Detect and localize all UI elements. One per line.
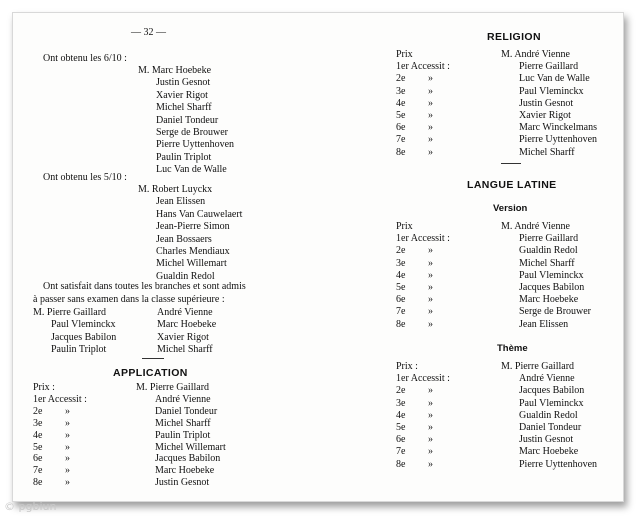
section-divider [501, 163, 521, 164]
list-item: Paulin Triplot [51, 343, 107, 355]
rank-label: Prix [396, 221, 413, 232]
list-item: Michel Sharff [156, 102, 212, 114]
list-item: Charles Mendiaux [156, 246, 230, 257]
list-item: Pierre Uyttenhoven [156, 139, 235, 151]
list-item: M. Robert Luyckx [138, 184, 213, 195]
awardee-name: Jacques Babilon [155, 453, 221, 465]
awardee-name: M. André Vienne [501, 221, 570, 232]
ditto-mark: » [428, 97, 433, 109]
awardee-name: Paul Vleminckx [519, 85, 584, 97]
list-item: Serge de Brouwer [156, 127, 229, 138]
awardee-name: Jacques Babilon [519, 385, 585, 397]
ditto-mark: » [428, 306, 433, 318]
rank-label: Prix [396, 49, 413, 60]
awardee-name: Marc Winckelmans [519, 122, 597, 134]
rank-label: 6e [396, 122, 406, 134]
list-item: André Vienne [157, 307, 213, 318]
list-item: Paul Vleminckx [51, 319, 116, 331]
list-item: Jean-Pierre Simon [156, 221, 230, 233]
ditto-mark: » [428, 397, 433, 409]
awardee-name: M. André Vienne [501, 49, 570, 60]
rank-label: 6e [33, 453, 43, 465]
rank-label: 7e [396, 134, 406, 146]
rank-label: 2e [396, 385, 406, 397]
ditto-mark: » [428, 146, 433, 158]
rank-label: 2e [396, 245, 406, 257]
list-item: Luc Van de Walle [156, 164, 227, 176]
ditto-mark: » [65, 453, 70, 465]
rank-label: 8e [396, 458, 406, 470]
list-item: Hans Van Cauwelaert [156, 208, 243, 220]
rank-label: 8e [396, 146, 406, 158]
list-item: Gualdin Redol [156, 270, 215, 282]
list-item: Justin Gesnot [156, 77, 211, 89]
rank-label: 1er Accessit : [33, 393, 87, 405]
awardee-name: Michel Sharff [519, 257, 575, 269]
page-number: — 32 — [131, 27, 166, 38]
rank-label: 3e [396, 397, 406, 409]
list-item: Daniel Tondeur [156, 114, 219, 126]
rank-label: 7e [33, 465, 43, 477]
latin-title: LANGUE LATINE [467, 179, 557, 191]
rank-label: 2e [396, 73, 406, 85]
ditto-mark: » [428, 134, 433, 146]
six-heading: Ont obtenu les 6/10 : [43, 53, 127, 64]
ditto-mark: » [65, 417, 70, 429]
section-divider [142, 358, 164, 359]
ditto-mark: » [428, 446, 433, 458]
book-spread [12, 12, 624, 502]
list-item: Michel Willemart [156, 258, 227, 270]
rank-label: 4e [33, 429, 43, 441]
awardee-name: André Vienne [155, 393, 211, 405]
watermark: © pgbiun [4, 500, 57, 513]
awardee-name: Jacques Babilon [519, 282, 585, 293]
religion-title: RELIGION [487, 31, 541, 43]
awardee-name: Pierre Uyttenhoven [519, 134, 598, 146]
ditto-mark: » [428, 245, 433, 257]
rank-label: 7e [396, 306, 406, 318]
ditto-mark: » [428, 294, 433, 306]
rank-label: 3e [396, 85, 406, 97]
ditto-mark: » [428, 73, 433, 85]
ditto-mark: » [428, 385, 433, 397]
ditto-mark: » [65, 441, 70, 453]
rank-label: 6e [396, 294, 406, 306]
awardee-name: Marc Hoebeke [155, 465, 215, 477]
rank-label: 5e [396, 282, 406, 293]
rank-label: 4e [396, 97, 406, 109]
five-heading: Ont obtenu les 5/10 : [43, 172, 127, 183]
ditto-mark: » [428, 282, 433, 293]
admission-paragraph-line2: à passer sans examen dans la classe supérieure : [33, 294, 225, 305]
ditto-mark: » [65, 405, 70, 417]
ditto-mark: » [428, 422, 433, 433]
rank-label: 2e [33, 405, 43, 417]
awardee-name: Michel Sharff [155, 417, 211, 429]
list-item: Xavier Rigot [157, 331, 209, 343]
ditto-mark: » [65, 429, 70, 441]
ditto-mark: » [428, 434, 433, 446]
list-item: M. Pierre Gaillard [33, 307, 107, 318]
awardee-name: Daniel Tondeur [155, 405, 218, 417]
rank-label: 8e [33, 477, 43, 489]
awardee-name: Paul Vleminckx [519, 397, 584, 409]
ditto-mark: » [428, 257, 433, 269]
rank-label: 5e [396, 110, 406, 121]
ditto-mark: » [428, 85, 433, 97]
rank-label: 4e [396, 269, 406, 281]
awardee-name: Pierre Gaillard [519, 233, 579, 245]
awardee-name: Gualdin Redol [519, 409, 578, 421]
awardee-name: Marc Hoebeke [519, 446, 579, 458]
awardee-name: Justin Gesnot [155, 477, 210, 489]
awardee-name: Daniel Tondeur [519, 422, 582, 433]
awardee-name: Xavier Rigot [519, 110, 571, 121]
ditto-mark: » [428, 269, 433, 281]
awardee-name: Serge de Brouwer [519, 306, 592, 318]
rank-label: Prix : [396, 361, 418, 372]
application-title: APPLICATION [113, 367, 188, 379]
rank-label: 6e [396, 434, 406, 446]
ditto-mark: » [428, 110, 433, 121]
list-item: Jean Elissen [156, 196, 206, 208]
rank-label: 5e [396, 422, 406, 433]
rank-label: 7e [396, 446, 406, 458]
rank-label: 1er Accessit : [396, 61, 450, 73]
awardee-name: Marc Hoebeke [519, 294, 579, 306]
awardee-name: Pierre Uyttenhoven [519, 458, 598, 470]
list-item: Paulin Triplot [156, 151, 212, 163]
list-item: Jean Bossaers [156, 233, 212, 245]
ditto-mark: » [428, 409, 433, 421]
list-item: Michel Sharff [157, 343, 213, 355]
ditto-mark: » [428, 122, 433, 134]
awardee-name: Jean Elissen [519, 318, 569, 330]
rank-label: 5e [33, 441, 43, 453]
rank-label: 1er Accessit : [396, 373, 450, 385]
awardee-name: André Vienne [519, 373, 575, 385]
awardee-name: Luc Van de Walle [519, 73, 590, 85]
awardee-name: Paulin Triplot [155, 429, 211, 441]
rank-label: 3e [33, 417, 43, 429]
list-item: Xavier Rigot [156, 89, 208, 101]
awardee-name: Justin Gesnot [519, 434, 574, 446]
rank-label: Prix : [33, 382, 55, 393]
awardee-name: Michel Sharff [519, 146, 575, 158]
rank-label: 8e [396, 318, 406, 330]
rank-label: 3e [396, 257, 406, 269]
ditto-mark: » [65, 465, 70, 477]
awardee-name: Justin Gesnot [519, 97, 574, 109]
list-item: Jacques Babilon [51, 331, 117, 343]
list-item: M. Marc Hoebeke [138, 65, 212, 76]
awardee-name: Pierre Gaillard [519, 61, 579, 73]
admission-paragraph-line1: Ont satisfait dans toutes les branches et sont admis [43, 281, 246, 292]
awardee-name: Michel Willemart [155, 441, 226, 453]
ditto-mark: » [65, 477, 70, 489]
theme-title: Thème [497, 343, 528, 354]
list-item: Marc Hoebeke [157, 319, 217, 331]
rank-label: 4e [396, 409, 406, 421]
version-title: Version [493, 203, 528, 214]
rank-label: 1er Accessit : [396, 233, 450, 245]
awardee-name: Paul Vleminckx [519, 269, 584, 281]
ditto-mark: » [428, 318, 433, 330]
awardee-name: M. Pierre Gaillard [501, 361, 575, 372]
awardee-name: Gualdin Redol [519, 245, 578, 257]
awardee-name: M. Pierre Gaillard [136, 382, 210, 393]
ditto-mark: » [428, 458, 433, 470]
